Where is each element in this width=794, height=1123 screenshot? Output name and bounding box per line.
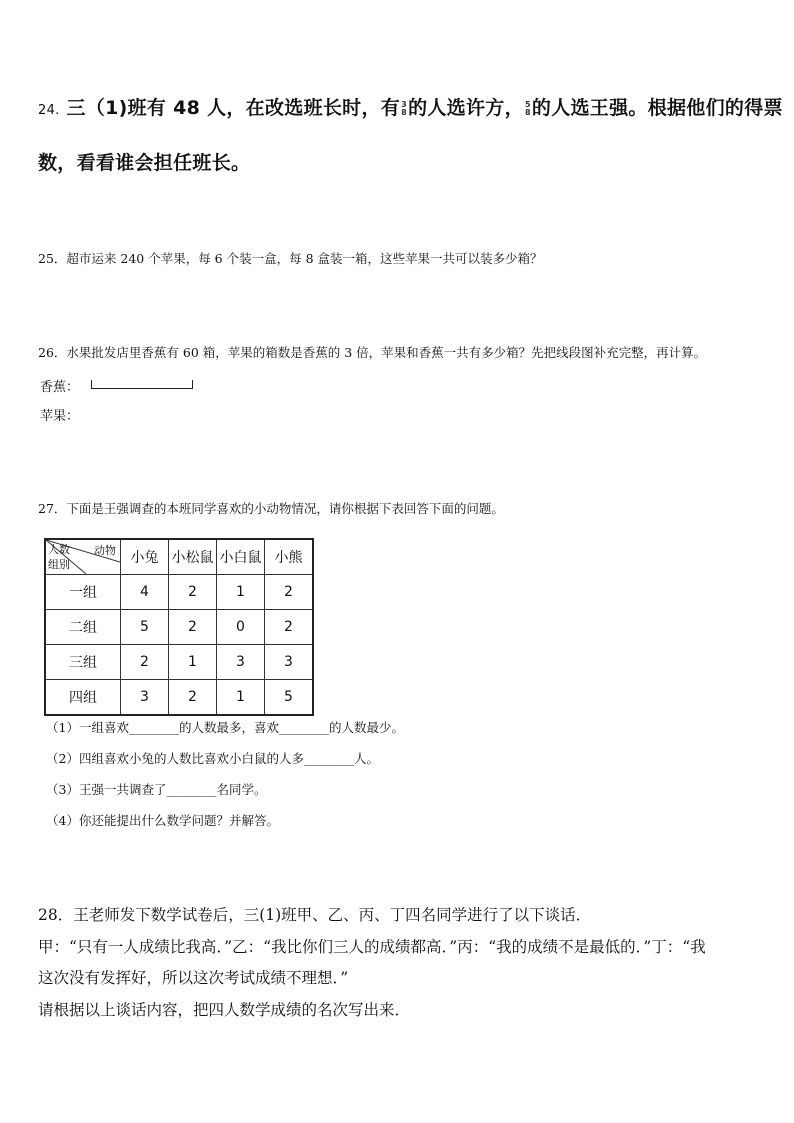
- q27-question-1: （1）一组喜欢________的人数最多，喜欢________的人数最少。: [46, 720, 404, 735]
- header-bear: 小熊: [265, 539, 314, 575]
- table-cell: 5: [265, 680, 314, 716]
- table-row: [45, 645, 313, 680]
- q28-line4: 请根据以上谈话内容，把四人数学成绩的名次写出来．: [38, 1001, 411, 1019]
- table-cell: 1: [217, 680, 265, 716]
- q24-part2: 的人选许方，: [408, 97, 524, 119]
- table-cell: 2: [169, 610, 217, 645]
- q26-text: 26．水果批发店里香蕉有 60 箱，苹果的箱数是香蕉的 3 倍，苹果和香蕉一共有多少箱？先把线段图补充完整，再计算。: [38, 345, 707, 360]
- table-cell: 2: [121, 645, 169, 680]
- q24-number: 24.: [38, 103, 60, 118]
- table-row: [45, 680, 313, 716]
- corner-label-count: 人数: [48, 543, 70, 556]
- q24-part3: 的人选王强。根据他们的得票: [531, 97, 783, 119]
- table-cell: 2: [265, 610, 314, 645]
- table-cell: 0: [217, 610, 265, 645]
- pets-table: [44, 538, 314, 716]
- q27-question-3: （3）王强一共调查了________名同学。: [46, 782, 267, 797]
- header-rabbit: 小兔: [121, 539, 169, 575]
- table-cell: 2: [265, 575, 314, 610]
- table-cell: 3: [121, 680, 169, 716]
- table-cell: 3: [217, 645, 265, 680]
- q27-intro: 27．下面是王强调查的本班同学喜欢的小动物情况，请你根据下表回答下面的问题。: [38, 501, 504, 516]
- row-group: 四组: [45, 680, 121, 716]
- header-white-mouse: 小白鼠: [217, 539, 265, 575]
- table-cell: 1: [169, 645, 217, 680]
- header-squirrel: 小松鼠: [169, 539, 217, 575]
- q26-banana-label: 香蕉：: [40, 380, 80, 395]
- table-corner-cell: [45, 539, 121, 575]
- corner-label-animal: 动物: [94, 544, 116, 557]
- q24-fraction-1: 3 8: [401, 99, 408, 117]
- table-row: [45, 575, 313, 610]
- q24-line1: [38, 93, 783, 120]
- q26-apple-label: 苹果：: [40, 409, 80, 424]
- q28-line1: 28．王老师发下数学试卷后，三(1)班甲、乙、丙、丁四名同学进行了以下谈话．: [38, 906, 592, 924]
- row-group: 二组: [45, 610, 121, 645]
- table-header-row: [45, 539, 313, 575]
- table-cell: 1: [217, 575, 265, 610]
- q24-line2: 数，看看谁会担任班长。: [38, 152, 251, 174]
- q24-part1: 三（1)班有 48 人，在改选班长时，有: [66, 97, 401, 119]
- row-group: 一组: [45, 575, 121, 610]
- row-group: 三组: [45, 645, 121, 680]
- table-row: [45, 610, 313, 645]
- corner-label-group: 组别: [48, 558, 70, 571]
- q27-question-2: （2）四组喜欢小兔的人数比喜欢小白鼠的人多________人。: [46, 751, 379, 766]
- table-cell: 2: [169, 680, 217, 716]
- table-cell: 3: [265, 645, 314, 680]
- table-cell: 5: [121, 610, 169, 645]
- table-cell: 2: [169, 575, 217, 610]
- q28-line3: 这次没有发挥好，所以这次考试成绩不理想．”: [38, 969, 349, 987]
- table-cell: 4: [121, 575, 169, 610]
- q25-text: 25．超市运来 240 个苹果，每 6 个装一盒，每 8 盒装一箱，这些苹果一共可以装多少箱？: [38, 251, 543, 266]
- q24-fraction-2: 5 8: [524, 99, 531, 117]
- q27-question-4: （4）你还能提出什么数学问题？并解答。: [46, 813, 279, 828]
- q28-line2: 甲：“只有一人成绩比我高．”乙：“我比你们三人的成绩都高．”丙：“我的成绩不是最低的．”丁：“我: [38, 938, 706, 956]
